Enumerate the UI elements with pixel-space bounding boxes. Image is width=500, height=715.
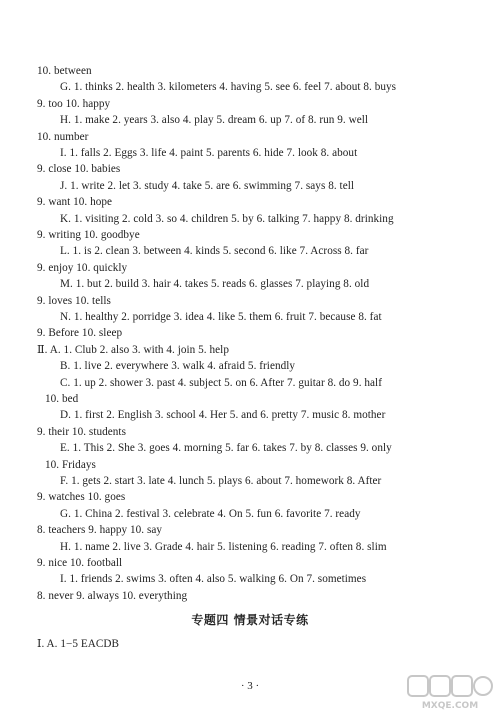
answer-line: J. 1. write 2. let 3. study 4. take 5. are 6. swimming 7. says 8. tell bbox=[60, 179, 355, 192]
answer-line: 10. between bbox=[37, 65, 92, 77]
answer-line: 10. Fridays bbox=[45, 458, 96, 471]
answer-line: 8. never 9. always 10. everything bbox=[37, 589, 188, 602]
section-title: 专题四 情景对话专练 bbox=[191, 613, 309, 627]
answer-line: 9. their 10. students bbox=[37, 425, 126, 438]
answer-line: 9. Before 10. sleep bbox=[37, 327, 123, 340]
answer-line: 8. teachers 9. happy 10. say bbox=[37, 524, 163, 537]
answer-line: 9. close 10. babies bbox=[37, 163, 121, 176]
answer-line: 10. bed bbox=[45, 393, 79, 405]
answer-line: 9. watches 10. goes bbox=[37, 491, 126, 504]
watermark-logo bbox=[406, 673, 494, 711]
answer-line: G. 1. China 2. festival 3. celebrate 4. On 5. fun 6. favorite 7. ready bbox=[60, 507, 361, 520]
answer-line: N. 1. healthy 2. porridge 3. idea 4. like 5. them 6. fruit 7. because 8. fat bbox=[60, 311, 382, 323]
answer-line: Ⅱ. A. 1. Club 2. also 3. with 4. join 5. help bbox=[37, 343, 229, 356]
answer-line: I. 1. friends 2. swims 3. often 4. also 5. walking 6. On 7. sometimes bbox=[60, 573, 367, 586]
answer-line: M. 1. but 2. build 3. hair 4. takes 5. reads 6. glasses 7. playing 8. old bbox=[60, 278, 370, 291]
answer-line: L. 1. is 2. clean 3. between 4. kinds 5. second 6. like 7. Across 8. far bbox=[60, 245, 369, 258]
answer-line: K. 1. visiting 2. cold 3. so 4. children 5. by 6. talking 7. happy 8. drinking bbox=[60, 212, 394, 225]
answer-line: 9. nice 10. football bbox=[37, 557, 123, 569]
answer-line: H. 1. name 2. live 3. Grade 4. hair 5. listening 6. reading 7. often 8. slim bbox=[60, 540, 387, 553]
answer-line: 9. enjoy 10. quickly bbox=[37, 261, 128, 274]
answer-line: 9. want 10. hope bbox=[37, 196, 113, 209]
answer-line: B. 1. live 2. everywhere 3. walk 4. afraid 5. friendly bbox=[60, 360, 296, 373]
first-answer-line: Ⅰ. A. 1−5 EACDB bbox=[37, 638, 120, 650]
answer-line: H. 1. make 2. years 3. also 4. play 5. dream 6. up 7. of 8. run 9. well bbox=[60, 114, 369, 127]
answer-line: G. 1. thinks 2. health 3. kilometers 4. having 5. see 6. feel 7. about 8. buys bbox=[60, 81, 397, 94]
answer-line: F. 1. gets 2. start 3. late 4. lunch 5. plays 6. about 7. homework 8. After bbox=[60, 475, 382, 487]
answer-line: D. 1. first 2. English 3. school 4. Her 5. and 6. pretty 7. music 8. mother bbox=[60, 409, 386, 422]
svg-text:MXQE.COM: MXQE.COM bbox=[421, 701, 479, 711]
answer-line: 9. loves 10. tells bbox=[37, 294, 111, 307]
answer-line: 10. number bbox=[37, 130, 89, 143]
answer-line: 9. too 10. happy bbox=[37, 97, 111, 110]
page-number: · 3 · bbox=[240, 680, 260, 692]
answer-line: 9. writing 10. goodbye bbox=[37, 229, 140, 241]
answer-line: C. 1. up 2. shower 3. past 4. subject 5. on 6. After 7. guitar 8. do 9. half bbox=[60, 376, 382, 389]
answer-line: E. 1. This 2. She 3. goes 4. morning 5. far 6. takes 7. by 8. classes 9. only bbox=[60, 442, 392, 455]
answer-line: I. 1. falls 2. Eggs 3. life 4. paint 5. parents 6. hide 7. look 8. about bbox=[60, 147, 358, 159]
